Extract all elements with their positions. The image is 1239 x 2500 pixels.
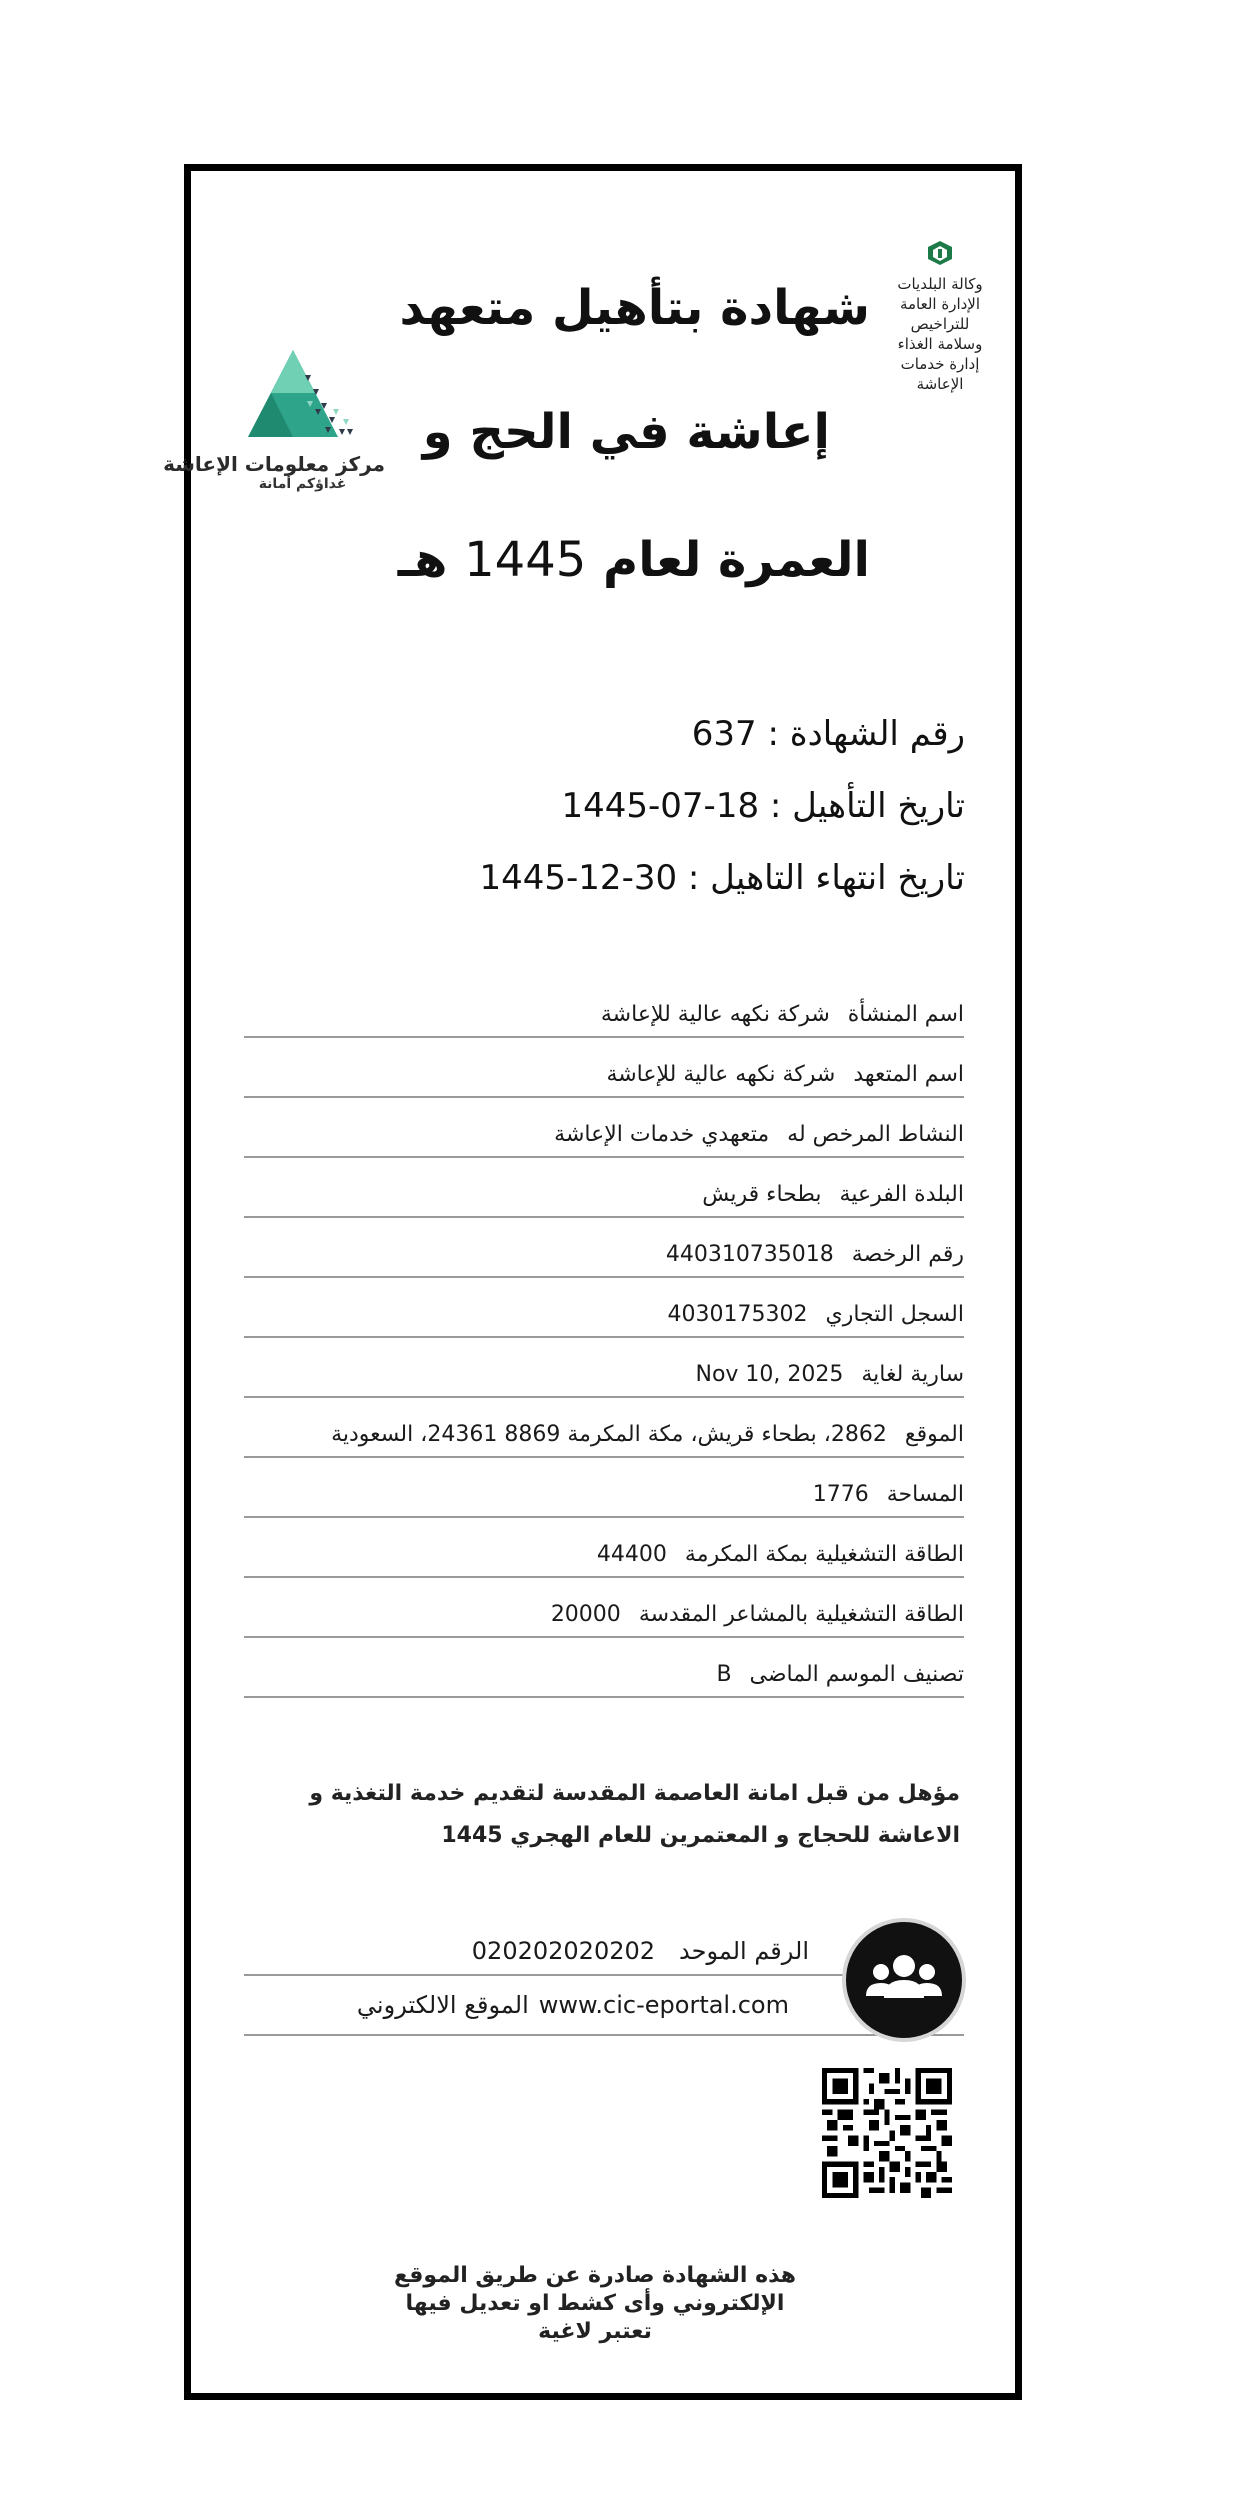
detail-label: المساحة bbox=[886, 1481, 964, 1507]
detail-value: 44400 bbox=[596, 1541, 667, 1567]
detail-row-activity bbox=[244, 1098, 964, 1158]
agency-block bbox=[880, 240, 1000, 394]
website-value[interactable]: www.cic-eportal.com bbox=[538, 1991, 789, 2019]
certificate-title-line-2: إعاشة في الحج و bbox=[422, 404, 830, 460]
agency-line: للتراخيص bbox=[910, 315, 970, 333]
users-group-icon bbox=[842, 1918, 966, 2042]
title-year-suffix: هـ bbox=[397, 532, 448, 588]
detail-label: سارية لغاية bbox=[861, 1361, 964, 1387]
certificate-number: رقم الشهادة : 637 bbox=[691, 714, 965, 754]
detail-label: البلدة الفرعية bbox=[839, 1181, 964, 1207]
detail-row-capacity-makkah bbox=[244, 1518, 964, 1578]
detail-row-subtown bbox=[244, 1158, 964, 1218]
website-label: الموقع الالكتروني bbox=[356, 1991, 529, 2019]
detail-value: 20000 bbox=[550, 1601, 621, 1627]
detail-label: الطاقة التشغيلية بالمشاعر المقدسة bbox=[638, 1601, 964, 1627]
detail-value: 2862، بطحاء قريش، مكة المكرمة 8869 24361، السعودية bbox=[331, 1421, 887, 1447]
agency-line: وسلامة الغذاء bbox=[897, 335, 983, 353]
detail-value: شركة نكهه عالية للإعاشة bbox=[606, 1061, 836, 1087]
agency-line: وكالة البلديات bbox=[897, 275, 983, 293]
footer-line: تعتبر لاغية bbox=[538, 2319, 652, 2344]
detail-label: اسم المتعهد bbox=[853, 1061, 964, 1087]
agency-line: الإدارة العامة bbox=[899, 295, 981, 313]
footer-disclaimer bbox=[380, 2262, 810, 2346]
qualification-statement-line-2: الاعاشة للحجاج و المعتمرين للعام الهجري 1445 bbox=[441, 1823, 960, 1848]
detail-row-commercial-register bbox=[244, 1278, 964, 1338]
detail-row-valid-until bbox=[244, 1338, 964, 1398]
title-year-prefix: العمرة لعام bbox=[603, 532, 870, 588]
detail-value: 4030175302 bbox=[667, 1301, 808, 1327]
agency-emblem-icon bbox=[925, 240, 955, 266]
certificate-title-line-3 bbox=[370, 530, 870, 590]
detail-row-contractor bbox=[244, 1038, 964, 1098]
qr-code-icon bbox=[822, 2068, 952, 2198]
agency-line: الإعاشة bbox=[916, 375, 964, 393]
certificate-title-line-1: شهادة بتأهيل متعهد bbox=[399, 280, 870, 336]
detail-label: السجل التجاري bbox=[825, 1301, 964, 1327]
detail-value: متعهدي خدمات الإعاشة bbox=[554, 1121, 770, 1147]
detail-row-area bbox=[244, 1458, 964, 1518]
qualification-statement-line-1: مؤهل من قبل امانة العاصمة المقدسة لتقديم خدمة التغذية و bbox=[309, 1781, 960, 1806]
detail-value: 440310735018 bbox=[665, 1241, 834, 1267]
detail-value: B bbox=[716, 1661, 732, 1687]
detail-row-capacity-holy-sites bbox=[244, 1578, 964, 1638]
detail-row-facility bbox=[244, 978, 964, 1038]
detail-value: Nov 10, 2025 bbox=[695, 1361, 844, 1387]
detail-value: بطحاء قريش bbox=[702, 1181, 822, 1207]
footer-line: الإلكتروني وأى كشط او تعديل فيها bbox=[405, 2291, 785, 2316]
detail-label: رقم الرخصة bbox=[851, 1241, 964, 1267]
title-year: 1445 bbox=[464, 532, 587, 588]
detail-label: اسم المنشأة bbox=[847, 1001, 964, 1027]
qualification-date: تاريخ التأهيل : 18-07-1445 bbox=[561, 786, 965, 826]
detail-label: تصنيف الموسم الماضى bbox=[749, 1661, 964, 1687]
info-center-name: مركز معلومات الإعاشة bbox=[163, 452, 385, 476]
detail-value: شركة نكهه عالية للإعاشة bbox=[600, 1001, 830, 1027]
footer-line: هذه الشهادة صادرة عن طريق الموقع bbox=[393, 2263, 797, 2288]
detail-label: النشاط المرخص له bbox=[787, 1121, 964, 1147]
info-center-tagline: غداؤكم أمانة bbox=[258, 476, 347, 492]
detail-row-last-season-rating bbox=[244, 1638, 964, 1698]
agency-line: إدارة خدمات bbox=[900, 355, 980, 373]
unified-number-label: الرقم الموحد bbox=[679, 1937, 809, 1965]
detail-row-license bbox=[244, 1218, 964, 1278]
detail-row-location bbox=[244, 1398, 964, 1458]
unified-number-value: 020202020202 bbox=[471, 1937, 656, 1965]
expiry-date: تاريخ انتهاء التاهيل : 30-12-1445 bbox=[479, 858, 965, 898]
detail-label: الموقع bbox=[904, 1421, 964, 1447]
detail-value: 1776 bbox=[812, 1481, 869, 1507]
detail-label: الطاقة التشغيلية بمكة المكرمة bbox=[684, 1541, 964, 1567]
